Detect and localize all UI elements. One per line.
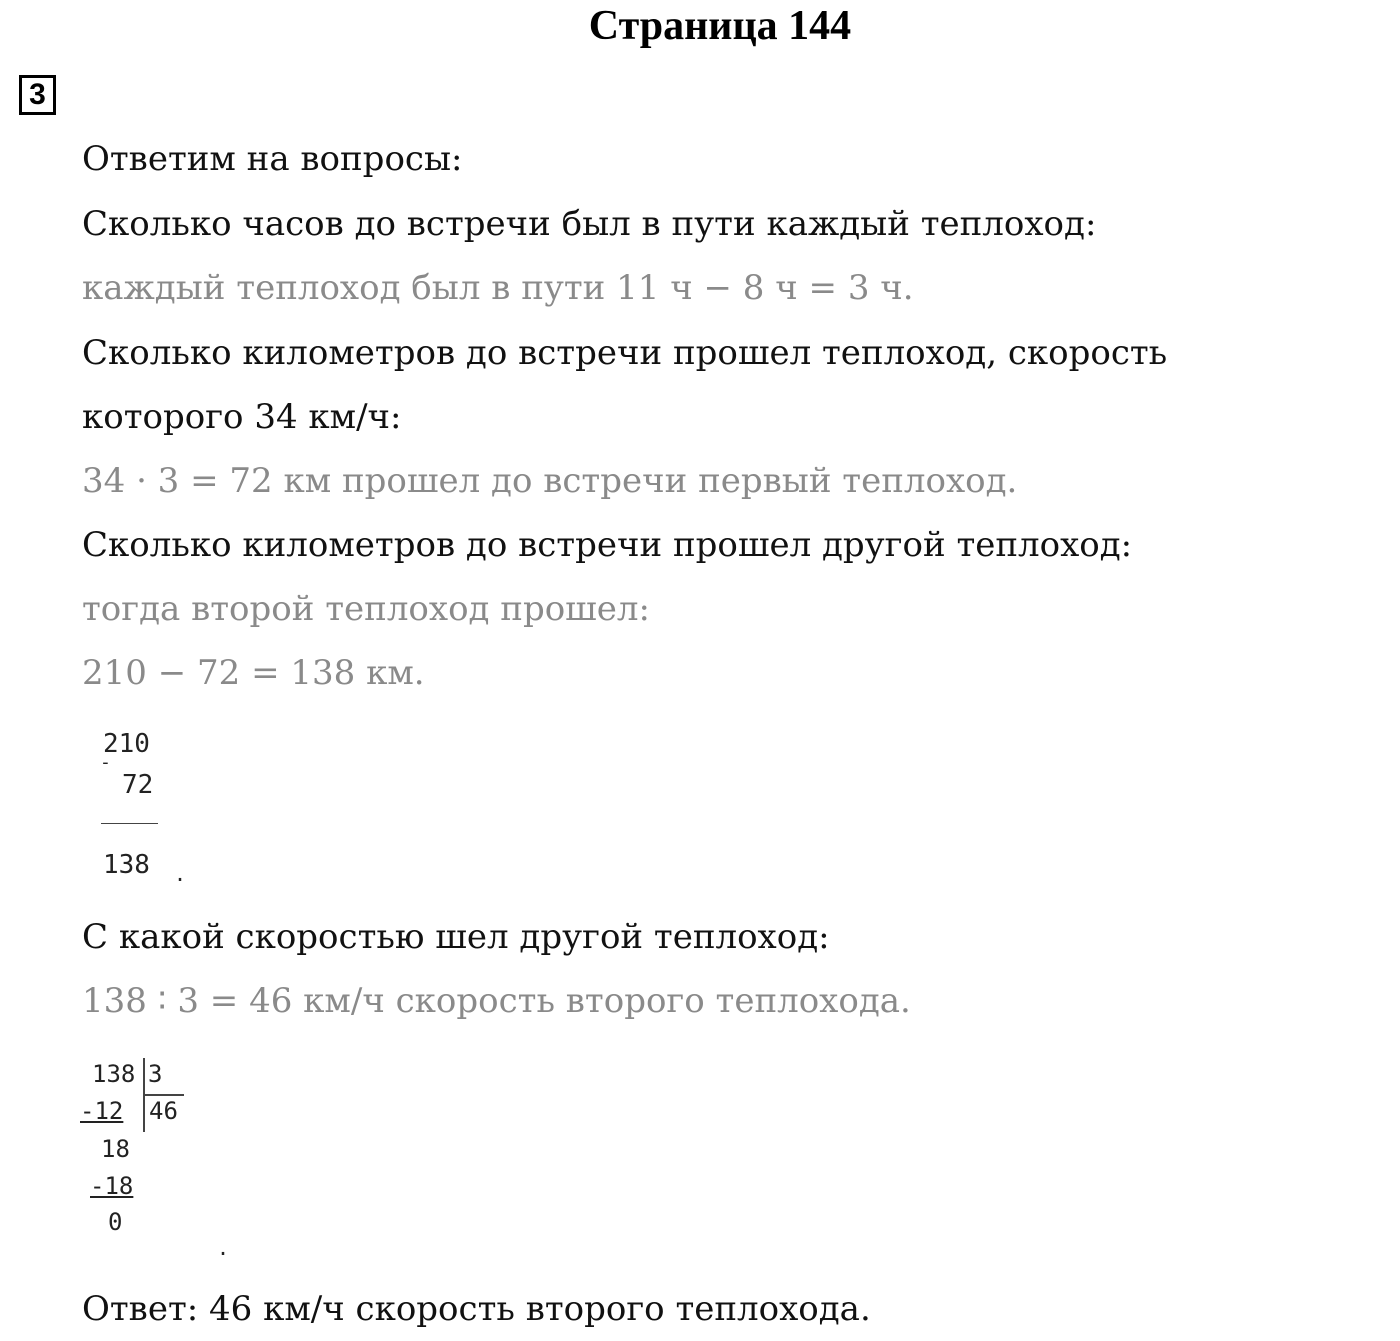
subtraction-minuend: 210: [103, 729, 150, 759]
final-answer: Ответ: 46 км/ч скорость второго теплохода.: [82, 1289, 871, 1329]
question-distance-first-cont: которого 34 км/ч:: [82, 397, 402, 437]
question-distance-second: Сколько километров до встречи прошел другой теплоход:: [82, 525, 1133, 565]
subtraction-subtrahend: 72: [122, 770, 154, 800]
answer-hours: каждый теплоход был в пути 11 ч − 8 ч = 3 ч.: [82, 268, 914, 308]
question-hours: Сколько часов до встречи был в пути каждый теплоход:: [82, 204, 1097, 244]
division-quotient-rule: [145, 1094, 184, 1096]
answer-speed: 138 ∶ 3 = 46 км/ч скорость второго теплохода.: [82, 981, 911, 1021]
question-speed: С какой скоростью шел другой теплоход:: [82, 917, 830, 957]
page-title: Страница 144: [588, 3, 852, 49]
answer-distance-second-intro: тогда второй теплоход прошел:: [82, 589, 650, 629]
division-step2: -18: [90, 1172, 134, 1200]
division-dividend: 138: [92, 1060, 136, 1088]
division-trailing-dot: .: [217, 1236, 230, 1260]
division-divisor: 3: [148, 1060, 163, 1088]
answer-distance-first: 34 · 3 = 72 км прошел до встречи первый теплоход.: [82, 461, 1018, 501]
question-distance-first: Сколько километров до встречи прошел теплоход, скорость: [82, 333, 1168, 373]
subtraction-trailing-dot: .: [174, 862, 187, 886]
subtraction-minus-sign: -: [100, 752, 111, 773]
subtraction-rule: [101, 823, 158, 824]
division-remainder1: 18: [101, 1135, 130, 1163]
division-remainder2: 0: [108, 1208, 123, 1236]
division-quotient: 46: [149, 1097, 178, 1125]
answer-distance-second: 210 − 72 = 138 км.: [82, 653, 425, 693]
intro-line: Ответим на вопросы:: [82, 139, 463, 179]
division-step1: -12: [80, 1097, 124, 1125]
subtraction-result: 138: [103, 850, 150, 880]
task-number-box: 3: [19, 75, 56, 115]
